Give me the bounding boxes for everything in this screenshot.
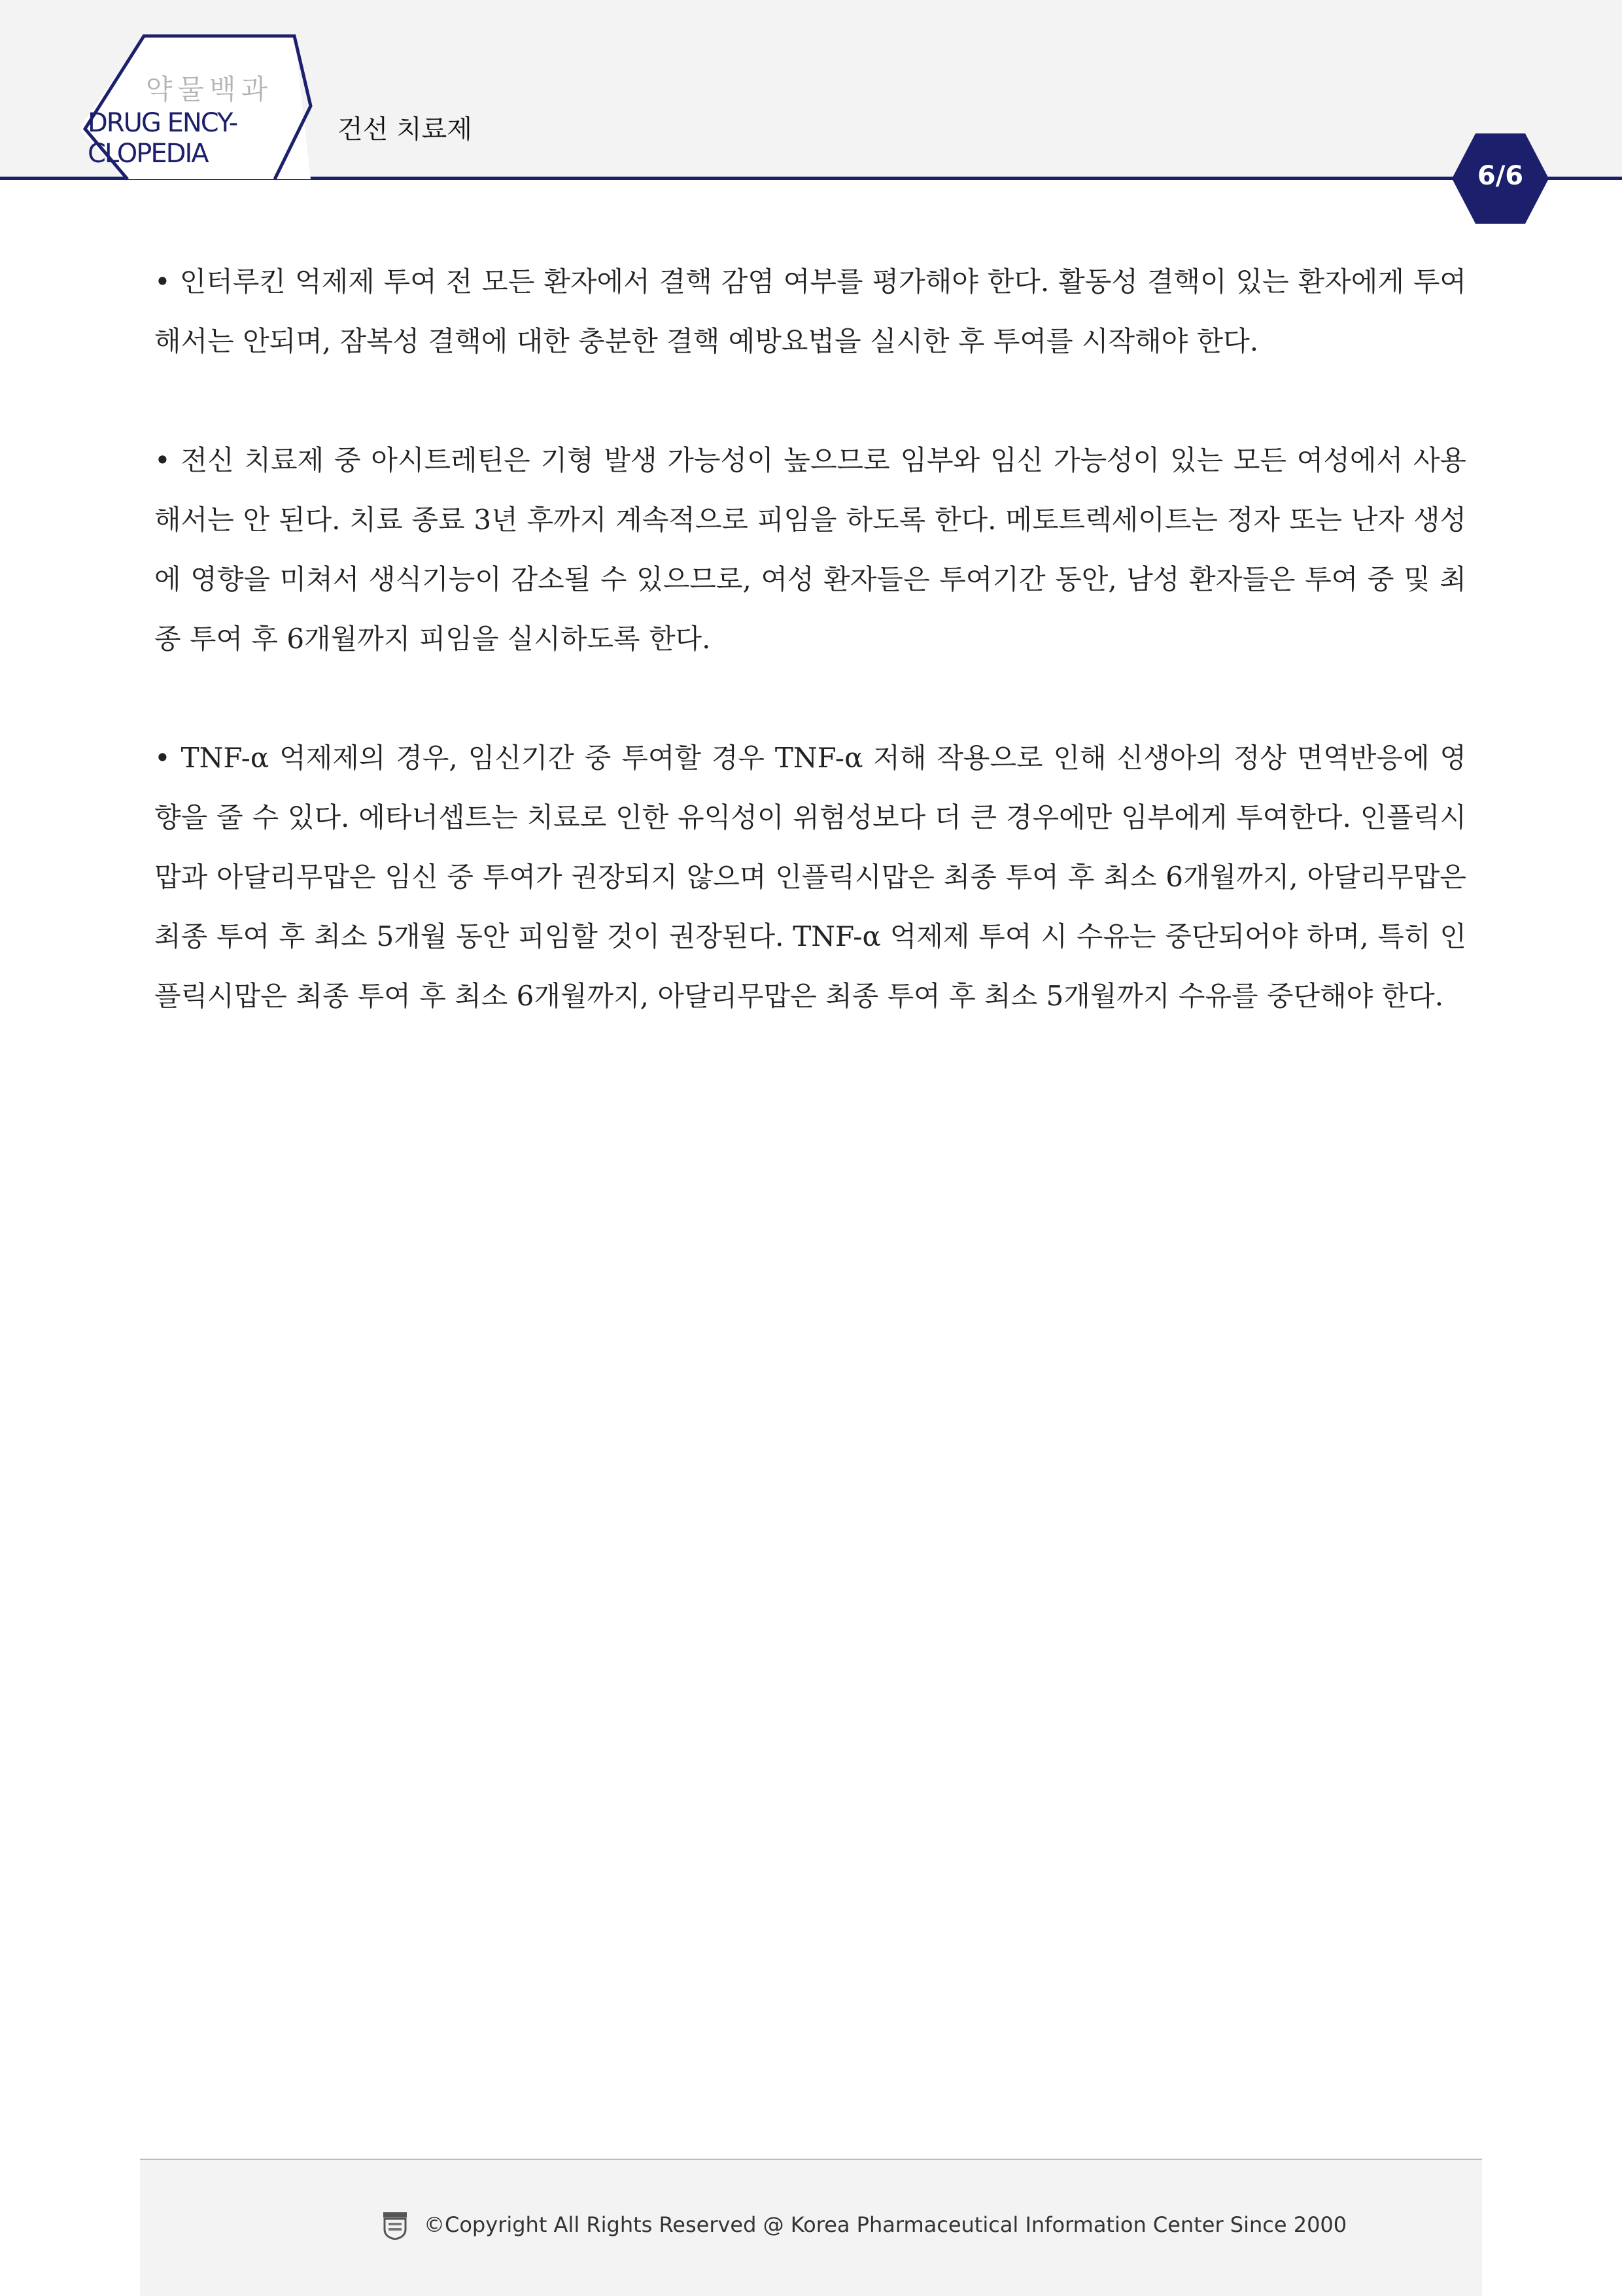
paragraph-systemic-pregnancy: • 전신 치료제 중 아시트레틴은 기형 발생 가능성이 높으므로 임부와 임신 가능성이 있는 모든 여성에서 사용해서는 안 된다. 치료 종료 3년 후까지 계속적으로 피임을 하도록 한다. 메토트렉세이트는 정자 또는 난자 생성에 영향을 미쳐서 생식기능이 감소될 수 있으므로, 여성 환자들은 투여기간 동안, 남성 환자들은 투여 중 및 최종 투여 후 6개월까지 피임을 실시하도록 한다. bbox=[154, 444, 1466, 655]
logo-english-line2: CLOPEDIA bbox=[88, 139, 208, 169]
main-content bbox=[154, 252, 1466, 1026]
logo-english-line1: DRUG ENCY- bbox=[88, 108, 237, 138]
footer-copyright: ©Copyright All Rights Reserved @ Korea Pharmaceutical Information Center Since 2000 bbox=[424, 2212, 1347, 2237]
paragraph-interleukin-tb: • 인터루킨 억제제 투여 전 모든 환자에서 결핵 감염 여부를 평가해야 한다. 활동성 결핵이 있는 환자에게 투여해서는 안되며, 잠복성 결핵에 대한 충분한 결핵 예방요법을 실시한 후 투여를 시작해야 한다. bbox=[154, 266, 1466, 357]
page-indicator: 6/6 bbox=[1477, 161, 1524, 191]
document-title: 건선 치료제 bbox=[337, 114, 472, 145]
paragraph-tnf-alpha: • TNF-α 억제제의 경우, 임신기간 중 투여할 경우 TNF-α 저해 작용으로 인해 신생아의 정상 면역반응에 영향을 줄 수 있다. 에타너셉트는 치료로 인한 유익성이 위험성보다 더 큰 경우에만 임부에게 투여한다. 인플릭시맙과 아달리무맙은 임신 중 투여가 권장되지 않으며 인플릭시맙은 최종 투여 후 최소 6개월까지, 아달리무맙은 최종 투여 후 최소 5개월 동안 피임할 것이 권장된다. TNF-α 억제제 투여 시 수유는 중단되어야 하며, 특히 인플릭시맙은 최종 투여 후 최소 6개월까지, 아달리무맙은 최종 투여 후 최소 5개월까지 수유를 중단해야 한다. bbox=[154, 742, 1466, 1012]
logo-korean-text: 약물백과 bbox=[145, 73, 273, 105]
kpic-emblem-icon bbox=[382, 2211, 408, 2240]
